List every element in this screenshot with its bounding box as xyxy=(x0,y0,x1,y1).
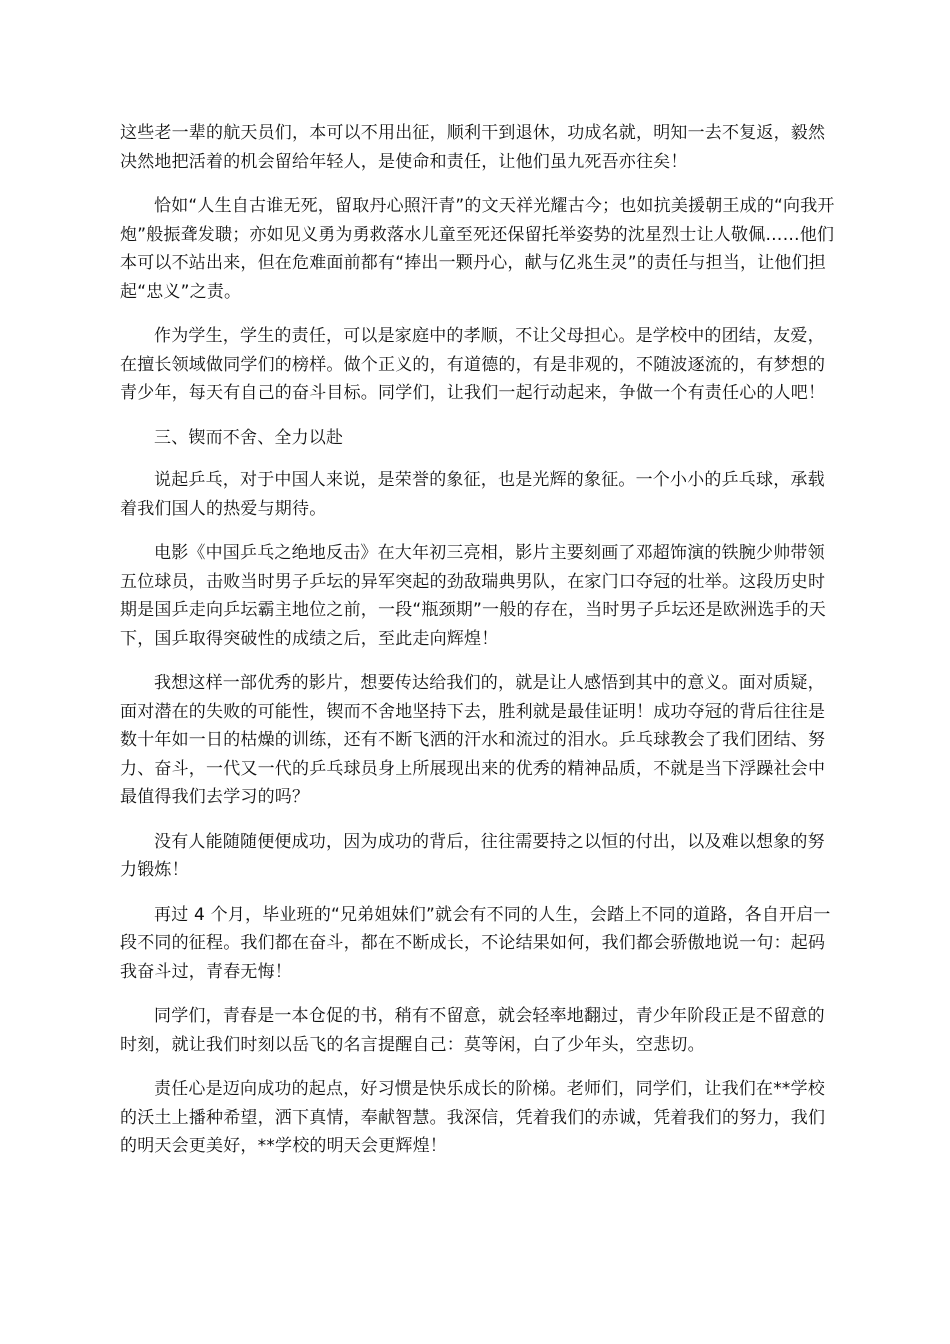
section-heading-perseverance: 三、锲而不舍、全力以赴 xyxy=(154,427,344,448)
paragraph-movie-description: 电影《中国乒乓之绝地反击》在大年初三亮相，影片主要刻画了邓超饰演的铁腕少帅带领五位球员，击败当时男子乒坛的异军突起的劲敌瑞典男队，在家门口夺冠的壮举。这段历史时期是国乒走向乒坛霸主地位之前，一段“瓶颈期”一般的存在，当时男子乒坛还是欧洲选手的天下，国乒取得突破性的成绩之后，至此走向辉煌！ xyxy=(120,543,827,649)
document-body xyxy=(120,119,836,1177)
paragraph-historical-heroes: 恰如“人生自古谁无死，留取丹心照汗青”的文天祥光耀古今；也如抗美援朝王成的“向我开炮”般振聋发聩；亦如见义勇为勇救落水儿童至死还保留托举姿势的沈星烈士让人敬佩……他们本可以不站出来，但在危难面前都有“捧出一颗丹心，献与亿兆生灵”的责任与担当，让他们担起“忠义”之责。 xyxy=(120,196,835,302)
paragraph-success-effort: 没有人能随随便便成功，因为成功的背后，往往需要持之以恒的付出，以及难以想象的努力锻炼！ xyxy=(120,831,825,880)
paragraph-movie-meaning: 我想这样一部优秀的影片，想要传达给我们的，就是让人感悟到其中的意义。面对质疑，面对潜在的失败的可能性，锲而不舍地坚持下去，胜利就是最佳证明！成功夺冠的背后往往是数十年如一日的枯燥的训练，还有不断飞洒的汗水和流过的泪水。乒乓球教会了我们团结、努力、奋斗，一代又一代的乒乓球员身上所展现出来的优秀的精神品质，不就是当下浮躁社会中最值得我们去学习的吗？ xyxy=(120,673,826,807)
paragraph-closing: 责任心是迈向成功的起点，好习惯是快乐成长的阶梯。老师们，同学们，让我们在**学校的沃土上播种希望，洒下真情，奉献智慧。我深信，凭着我们的赤诚，凭着我们的努力，我们的明天会更美好，**学校的明天会更辉煌！ xyxy=(120,1079,826,1156)
paragraph-graduates: 再过 4 个月，毕业班的“兄弟姐妹们”就会有不同的人生，会踏上不同的道路，各自开启一段不同的征程。我们都在奋斗，都在不断成长，不论结果如何，我们都会骄傲地说一句：起码我奋斗过，青春无悔！ xyxy=(120,904,831,982)
paragraph-astronauts: 这些老一辈的航天员们，本可以不用出征，顺利干到退休，功成名就，明知一去不复返，毅然决然地把活着的机会留给年轻人，是使命和责任，让他们虽九死吾亦往矣！ xyxy=(120,123,826,172)
paragraph-youth-book: 同学们，青春是一本仓促的书，稍有不留意，就会轻率地翻过，青少年阶段正是不留意的时刻，就让我们时刻以岳飞的名言提醒自己：莫等闲，白了少年头，空悲切。 xyxy=(120,1006,825,1055)
paragraph-student-responsibility: 作为学生，学生的责任，可以是家庭中的孝顺，不让父母担心。是学校中的团结，友爱，在擅长领域做同学们的榜样。做个正义的，有道德的，有是非观的，不随波逐流的，有梦想的青少年，每天有自己的奋斗目标。同学们，让我们一起行动起来，争做一个有责任心的人吧！ xyxy=(120,326,826,403)
paragraph-ping-pong-intro: 说起乒乓，对于中国人来说，是荣誉的象征，也是光辉的象征。一个小小的乒乓球，承载着我们国人的热爱与期待。 xyxy=(120,470,825,519)
